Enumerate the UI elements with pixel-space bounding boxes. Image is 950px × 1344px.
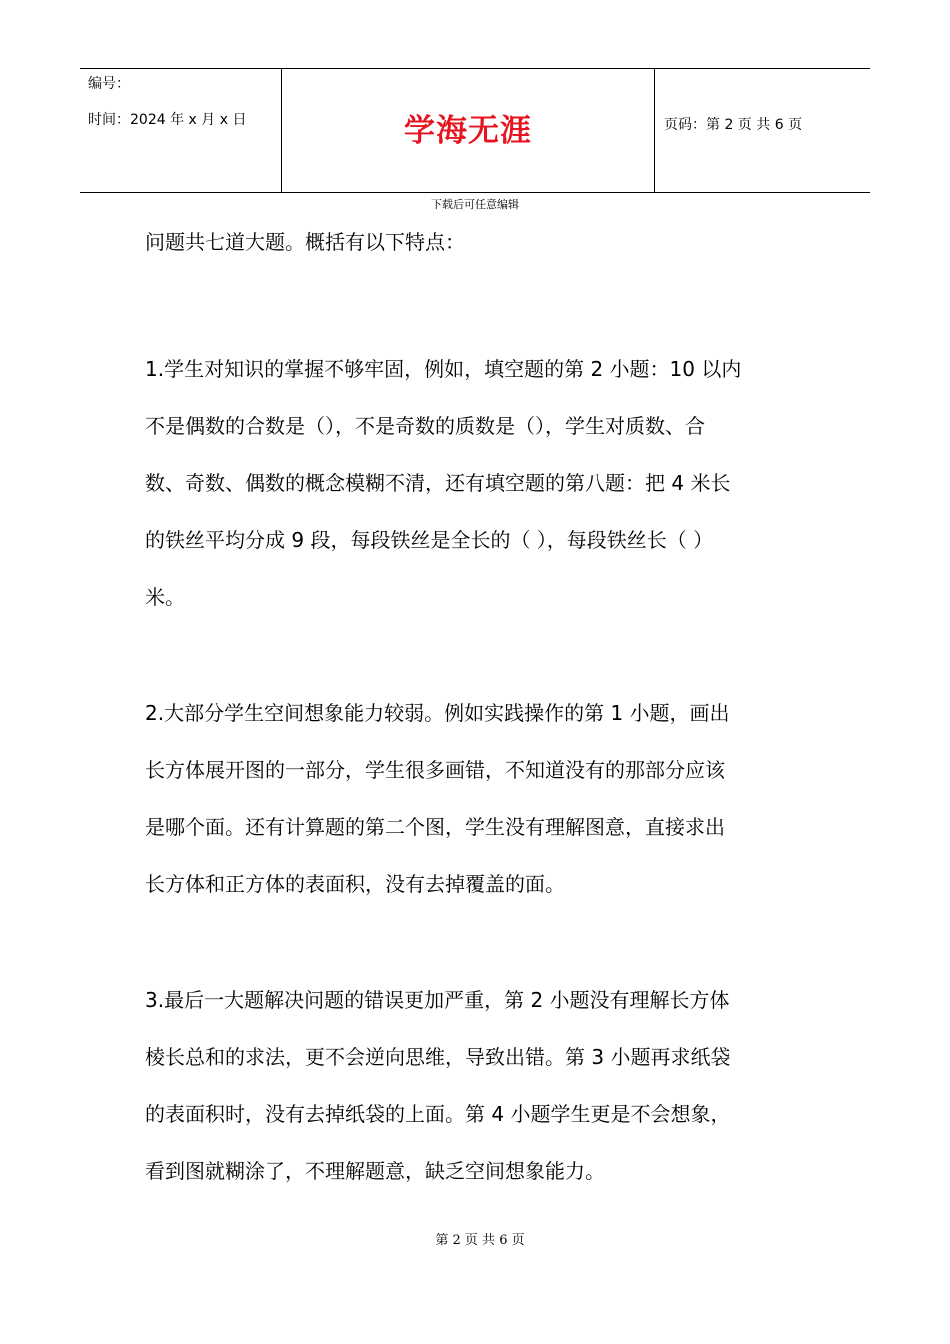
document-header: [80, 68, 870, 193]
paragraph-line: 的铁丝平均分成 9 段，每段铁丝是全长的（ ），每段铁丝长（ ）: [145, 528, 714, 552]
paragraph-line: 不是偶数的合数是（），不是奇数的质数是（），学生对质数、合: [145, 414, 705, 438]
paragraph-3: [145, 972, 820, 1200]
paragraph-line: 看到图就糊涂了，不理解题意，缺乏空间想象能力。: [145, 1159, 605, 1183]
time-label: 时间：2024 年 x 月 x 日: [88, 112, 247, 128]
paragraph-line: 是哪个面。还有计算题的第二个图，学生没有理解图意，直接求出: [145, 815, 725, 839]
header-right-cell: [655, 69, 870, 193]
intro-paragraph: [145, 214, 820, 271]
paragraph-line: 的表面积时，没有去掉纸袋的上面。第 4 小题学生更是不会想象，: [145, 1102, 731, 1126]
paragraph-line: 长方体和正方体的表面积，没有去掉覆盖的面。: [145, 872, 565, 896]
paragraph-1: [145, 341, 820, 626]
paragraph-line: 棱长总和的求法，更不会逆向思维，导致出错。第 3 小题再求纸袋: [145, 1045, 731, 1069]
page-footer: 第 2 页 共 6 页: [435, 1233, 525, 1248]
paragraph-line: 2.大部分学生空间想象能力较弱。例如实践操作的第 1 小题，画出: [145, 701, 730, 725]
paragraph-line: 3.最后一大题解决问题的错误更加严重，第 2 小题没有理解长方体: [145, 988, 730, 1012]
paragraph-2: [145, 685, 820, 913]
brand-title: 学海无涯: [404, 113, 532, 149]
paragraph-line: 米。: [145, 585, 185, 609]
paragraph-line: 长方体展开图的一部分，学生很多画错，不知道没有的那部分应该: [145, 758, 725, 782]
paragraph-line: 数、奇数、偶数的概念模糊不清，还有填空题的第八题：把 4 米长: [145, 471, 731, 495]
page-code: 页码：第 2 页 共 6 页: [664, 117, 803, 133]
download-note: 下载后可任意编辑: [431, 198, 519, 211]
intro-line: 问题共七道大题。概括有以下特点：: [145, 230, 465, 254]
paragraph-line: 1.学生对知识的掌握不够牢固，例如，填空题的第 2 小题：10 以内: [145, 357, 742, 381]
header-left-cell: [80, 69, 281, 193]
serial-label: 编号：: [88, 76, 130, 92]
header-brand-cell: [281, 69, 655, 193]
